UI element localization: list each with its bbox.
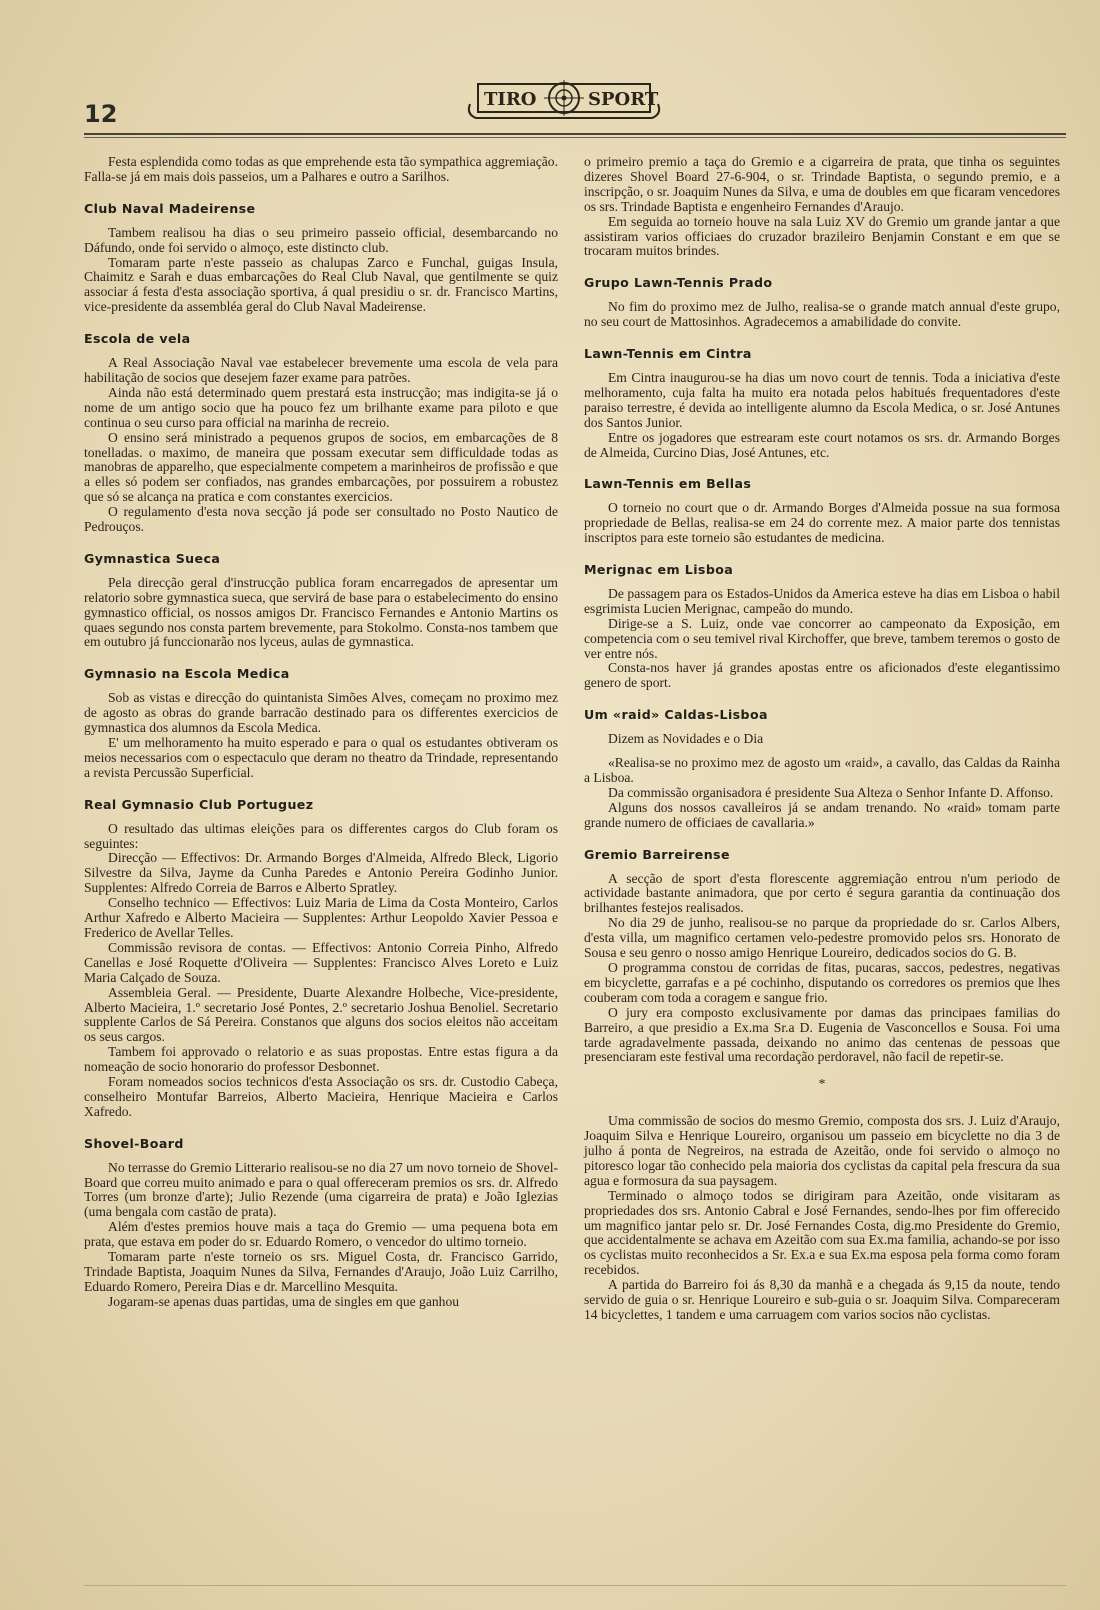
section-title-lawn-tennis-bellas: Lawn-Tennis em Bellas <box>584 476 752 492</box>
paragraph: Em seguida ao torneio houve na sala Luiz XV do Gremio um grande jantar a que assistiram varios officiaes do cruzador brazileiro Benjamin Constant e em que se trocaram muitos brindes. <box>584 213 1060 259</box>
paragraph: Pela direcção geral d'instrucção publica foram encarregados de apresentar um relatorio sobre gymnastica sueca, que servirá de base para o estabelecimento do ensino gymnastico official, os nossos amigos Dr. Francisco Fernandes e Antonio Martins os quaes segundo nos consta partem brevemente, para Stokolmo. Consta-nos tambem que em outubro já funccionarão nos lyceus, aulas de gymnastica. <box>84 574 558 650</box>
paragraph: Commissão revisora de contas. — Effectivos: Antonio Correia Pinho, Alfredo Canellas e José Roquette d'Oliveira — Supplentes: Francisco Alves Loreto e Luiz Maria Calçado de Souza. <box>84 939 558 985</box>
left-column <box>84 155 558 1310</box>
paragraph: O programma constou de corridas de fitas, pucaras, saccos, pedestres, negativas em bicyclette, garrafas e a pé cochinho, disputando os corredores os premios que lhes couberam com toda a coragem e sangue frio. <box>584 959 1060 1005</box>
section-title-real-gymnasio: Real Gymnasio Club Portuguez <box>84 796 314 812</box>
paragraph: O ensino será ministrado a pequenos grupos de socios, em embarcações de 8 tonelladas. o maximo, de maneira que possam executar sem difficuldade todas as manobras de apparelho, que especialmente competem a marinheiros de profissão e que a elles só podem ser confiados, nas grandes embarcações, por possuirem a robustez que só se alcança na pratica e com constantes exercicios. <box>84 429 558 505</box>
paragraph: O torneio no court que o dr. Armando Borges d'Almeida possue na sua formosa propriedade de Bellas, realisa-se em 24 do corrente mez. A maior parte dos tennistas inscriptos para este torneio são estudantes de medicina. <box>584 500 1060 546</box>
paragraph: Sob as vistas e direcção do quintanista Simões Alves, começam no proximo mez de agosto as obras do grande barracão destinado para os differentes exercicios de gymnastica dos alumnos da Escola Medica. <box>84 690 558 736</box>
paragraph: Uma commissão de socios do mesmo Gremio, composta dos srs. J. Luiz d'Araujo, Joaquim Silva e Henrique Loureiro, organisou um passeio em bicyclette no dia 3 de julho á ponta de Negreiros, na estrada de Azeitão, onde foi servido o almoço no pitoresco logar tão conhecido pela maioria dos cyclistas da capital pela frescura da sua agua e formosura da sua paysagem. <box>584 1113 1060 1188</box>
bottom-rule <box>84 1585 1066 1586</box>
section-title-gymnastica-sueca: Gymnastica Sueca <box>84 550 221 566</box>
paragraph: Tomaram parte n'este torneio os srs. Miguel Costa, dr. Francisco Garrido, Trindade Baptista, Joaquim Nunes da Silva, Fernandes d'Araujo, João Luiz Carrilho, Eduardo Romero, Pereira Dias e dr. Marcellino Mesquita. <box>84 1249 558 1294</box>
paragraph: Dizem as Novidades e o Dia <box>608 731 764 747</box>
section-title-club-naval: Club Naval Madeirense <box>84 200 256 216</box>
paragraph: Entre os jogadores que estrearam este court notamos os srs. dr. Armando Borges de Almeida, Curcino Dias, José Antunes, etc. <box>584 429 1060 460</box>
masthead-logo <box>466 74 662 126</box>
paragraph: Terminado o almoço todos se dirigiram para Azeitão, onde visitaram as propriedades dos srs. Antonio Cabral e José Fernandes, sendo-lhes por fim offerecido um magnifico jantar pelo sr. Dr. José Fernandes Costa, dig.mo Presidente do Gremio, que accidentalmente se achava em Azeitão com sua Ex.ma familia, achando-se por isso os cyclistas muito reconhecidos a Sr. Ex.a e sua Ex.ma esposa pela forma como foram recebidos. <box>584 1187 1060 1278</box>
continued-paragraph: o primeiro premio a taça do Gremio e a cigarreira de prata, que tinha os seguintes dizeres Shovel Board 27-6-904, o sr. Trindade Baptista, o segundo premio, e a inscripção, o sr. Joaquim Nunes da Silva, e uma de doubles em que ficaram vencedores os srs. Trindade Baptista e engenheiro Fernandes d'Araujo. <box>584 154 1060 214</box>
paragraph: Jogaram-se apenas duas partidas, uma de singles em que ganhou <box>108 1293 460 1309</box>
paragraph: Tambem foi approvado o relatorio e as suas propostas. Entre estas figura a da nomeação de socio honorario do professor Desbonnet. <box>84 1044 558 1075</box>
section-title-gymnasio-escola-medica: Gymnasio na Escola Medica <box>84 666 290 682</box>
paragraph: Conselho technico — Effectivos: Luiz Maria de Lima da Costa Monteiro, Carlos Arthur Xafredo e Alberto Macieira — Supplentes: Arthur Leopoldo Xavier Pessoa e Frederico de Avellar Telles. <box>84 895 558 940</box>
paragraph: Alguns dos nossos cavalleiros já se andam trenando. No «raid» tomam parte grande numero de officiaes de cavallaria.» <box>584 799 1060 830</box>
section-separator-star: * <box>818 1076 826 1092</box>
paragraph: Assembleia Geral. — Presidente, Duarte Alexandre Holbeche, Vice-presidente, Alberto Macieira, 1.º secretario José Pontes, 2.º secretario Joshua Benoliel. Secretario supplente Carlos de Sá Pereira. Constanos que alguns dos socios eleitos não acceitam os seus cargos. <box>84 984 558 1045</box>
paragraph: Ainda não está determinado quem prestará esta instrucção; mas indigita-se já o nome de um antigo socio que ha pouco fez um brilhante exame para piloto e que continua o seu curso para official na marinha de recreio. <box>84 384 558 430</box>
right-column <box>584 155 1060 1323</box>
paragraph: Foram nomeados socios technicos d'esta Associação os srs. dr. Custodio Cabeça, conselheiro Montufar Barreios, Alberto Macieira, Henrique Macieira e Carlos Xafredo. <box>84 1074 558 1119</box>
svg-text:TIRO: TIRO <box>484 89 537 110</box>
paragraph: A secção de sport d'esta florescente aggremiação entrou n'um periodo de actividade bastante animadora, que por certo é segura garantia da continuação dos brilhantes festejos realisados. <box>584 870 1060 916</box>
header-rule <box>84 133 1066 135</box>
paragraph: O resultado das ultimas eleições para os differentes cargos do Club foram os seguintes: <box>84 820 558 851</box>
paragraph: Direcção — Effectivos: Dr. Armando Borges d'Almeida, Alfredo Bleck, Ligorio Silvestre da Silva, Jayme da Cunha Paredes e Antonio Pereira Godinho Junior. Supplentes: Alfredo Correia de Barros e Alberto Spratley. <box>84 850 558 896</box>
paragraph: Consta-nos haver já grandes apostas entre os aficionados d'este elegantissimo genero de sport. <box>584 660 1060 691</box>
paragraph: No terrasse do Gremio Litterario realisou-se no dia 27 um novo torneio de Shovel-Board que correu muito animado e para o qual offereceram premios os srs. dr. Alfredo Torres (um bronze d'arte); Julio Rezende (uma cigarreira de prata) e João Iglezias (uma bengala com castão de prata). <box>84 1159 558 1220</box>
paragraph: Tambem realisou ha dias o seu primeiro passeio official, desembarcando no Dáfundo, onde foi servido o almoço, este distincto club. <box>84 224 558 255</box>
section-title-raid: Um «raid» Caldas-Lisboa <box>584 707 768 723</box>
section-title-gremio-barreirense: Gremio Barreirense <box>584 846 730 862</box>
intro-paragraph: Festa esplendida como todas as que emprehende esta tão sympathica aggremiação. Falla-se já em mais dois passeios, um a Palhares e outro a Sarilhos. <box>84 154 558 184</box>
paragraph: No fim do proximo mez de Julho, realisa-se o grande match annual d'este grupo, no seu court de Mattosinhos. Agradecemos a amabilidade do convite. <box>584 299 1060 330</box>
section-title-escola-vela: Escola de vela <box>84 331 191 347</box>
paragraph: A Real Associação Naval vae estabelecer brevemente uma escola de vela para habilitação de socios que desejem fazer exame para patrões. <box>84 355 558 385</box>
section-title-lawn-tennis-prado: Grupo Lawn-Tennis Prado <box>584 275 773 291</box>
paragraph: O jury era composto exclusivamente por damas das principaes familias do Barreiro, a que presidio a Ex.ma Sr.a D. Eugenia de Vasconcellos e Sousa. Foi uma tarde agradavelmente passada, deixando no animo das centenas de pessoas que presenciaram este festival uma recordação perdoravel, não facil de repetir-se. <box>584 1004 1060 1065</box>
paragraph: E' um melhoramento ha muito esperado e para o qual os estudantes obtiveram os meios necessarios com o espectaculo que deram no theatro da Trindade, representando a revista Percussão Superficial. <box>84 735 558 780</box>
header-rule-thin <box>84 137 1066 138</box>
paragraph: A partida do Barreiro foi ás 8,30 da manhã e a chegada ás 9,15 da noute, tendo servido de guia o sr. Henrique Loureiro e sub-guia o sr. Joaquim Silva. Compareceram 14 bicyclettes, 1 tandem e uma carruagem com varios socios não cyclistas. <box>584 1277 1060 1322</box>
paragraph: No dia 29 de junho, realisou-se no parque da propriedade do sr. Carlos Albers, d'esta villa, um magnifico certamen velo-pedestre promovido pelos srs. Honorato de Sousa e seu genro o nosso amigo Henrique Loureiro, dedicados socios do G. B. <box>584 915 1060 961</box>
section-title-shovel-board: Shovel-Board <box>84 1135 184 1151</box>
paragraph: Em Cintra inaugurou-se ha dias um novo court de tennis. Toda a iniciativa d'este melhoramento, cuja falta ha muito era notada pelos habitués frequentadores d'este paraiso terrestre, é devida ao intelligente alumno da Escola Medica, o sr. José Antunes dos Santos Junior. <box>584 369 1060 430</box>
paragraph: Além d'estes premios houve mais a taça do Gremio — uma pequena bota em prata, que estava em poder do sr. Eduardo Romero, o vencedor do ultimo torneio. <box>84 1219 558 1250</box>
paragraph: De passagem para os Estados-Unidos da America esteve ha dias em Lisboa o habil esgrimista Lucien Merignac, campeão do mundo. <box>584 585 1060 616</box>
section-title-lawn-tennis-cintra: Lawn-Tennis em Cintra <box>584 346 752 362</box>
paragraph: «Realisa-se no proximo mez de agosto um «raid», a cavallo, das Caldas da Rainha a Lisboa. <box>584 755 1060 785</box>
paragraph: Tomaram parte n'este passeio as chalupas Zarco e Funchal, guigas Insula, Chaimitz e Sarah e duas embarcações do Real Club Naval, que gentilmente se quiz associar á festa d'esta associação sportiva, á qual presidiu o sr. dr. Francisco Martins, vice-presidente da assembléa geral do Club Naval Madeirense. <box>84 254 558 315</box>
page-number: 12 <box>84 100 118 128</box>
paragraph: O regulamento d'esta nova secção já pode ser consultado no Posto Nautico de Pedrouços. <box>84 504 558 535</box>
paragraph: Da commissão organisadora é presidente Sua Alteza o Senhor Infante D. Affonso. <box>608 784 1054 800</box>
paragraph: Dirige-se a S. Luiz, onde vae concorrer ao campeonato da Exposição, em competencia com o seu temivel rival Kirchoffer, que breve, tambem teremos o gosto de ver entre nós. <box>584 615 1060 661</box>
section-title-merignac: Merignac em Lisboa <box>584 562 734 578</box>
svg-text:SPORT: SPORT <box>588 89 659 110</box>
